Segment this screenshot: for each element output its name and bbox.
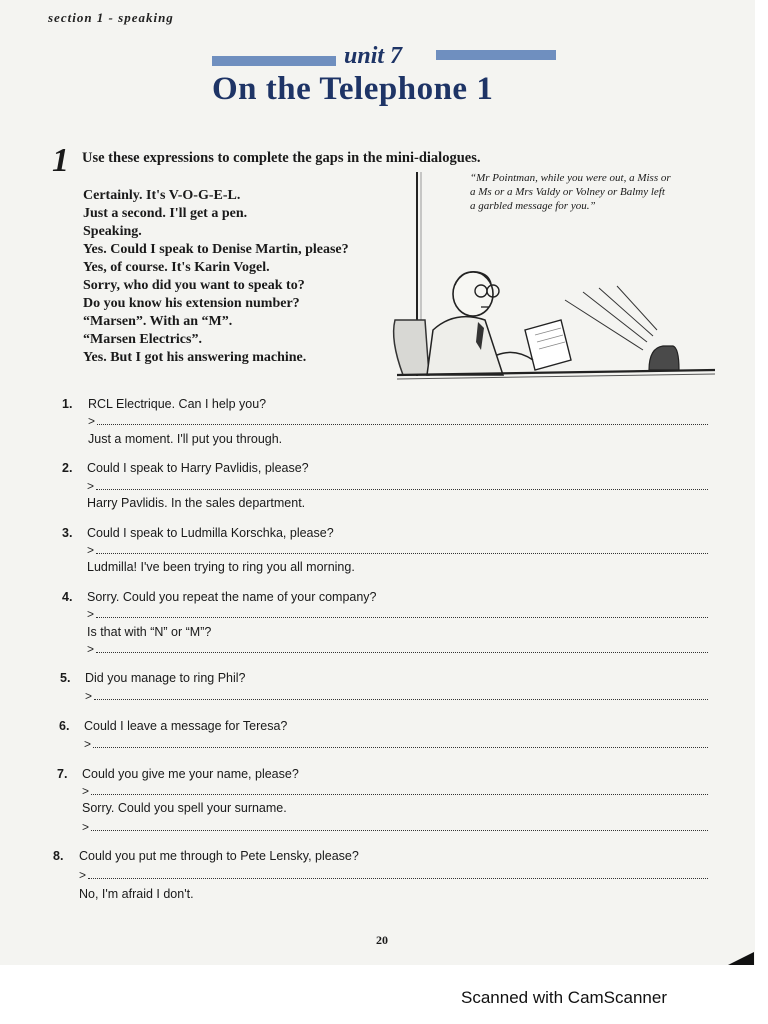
answer-line[interactable]: [82, 784, 708, 798]
dialogue-reply: Is that with “N” or “M”?: [87, 625, 212, 639]
dialogue-number: 5.: [60, 671, 71, 685]
cartoon-caption: [470, 171, 720, 213]
answer-marker: >: [88, 414, 96, 428]
expression-item: Speaking.: [83, 224, 142, 239]
answer-marker: >: [85, 689, 93, 703]
answer-marker: >: [87, 642, 95, 656]
dialogue-prompt: Could I speak to Harry Pavlidis, please?: [87, 461, 309, 475]
expression-item: Yes, of course. It's Karin Vogel.: [83, 260, 270, 275]
expression-item: “Marsen Electrics”.: [83, 332, 202, 347]
answer-marker: >: [87, 543, 95, 557]
dialogue-reply: No, I'm afraid I don't.: [79, 887, 194, 901]
page-corner-mark: [728, 952, 754, 965]
dialogue-prompt: Did you manage to ring Phil?: [85, 671, 246, 685]
exercise-instruction: Use these expressions to complete the gaps in the mini-dialogues.: [82, 150, 481, 166]
unit-bar-right: [436, 50, 556, 60]
answer-marker: >: [82, 784, 90, 798]
caption-line: a Ms or a Mrs Valdy or Volney or Balmy left: [470, 186, 665, 198]
dialogue-prompt: RCL Electrique. Can I help you?: [88, 397, 267, 411]
section-label: section 1 - speaking: [48, 10, 174, 25]
caption-line: a garbled message for you.”: [470, 200, 596, 212]
dialogue-number: 4.: [62, 590, 73, 604]
dialogue-number: 7.: [57, 767, 68, 781]
expression-item: “Marsen”. With an “M”.: [83, 314, 233, 329]
answer-line[interactable]: [88, 414, 708, 428]
answer-line[interactable]: [85, 689, 708, 703]
dialogue-number: 8.: [53, 849, 64, 863]
expression-item: Yes. Could I speak to Denise Martin, please?: [83, 242, 349, 257]
expression-list: [83, 187, 349, 367]
answer-marker: >: [84, 737, 92, 751]
expression-item: Yes. But I got his answering machine.: [83, 350, 307, 365]
answer-line[interactable]: [87, 479, 708, 493]
answer-marker: >: [87, 607, 95, 621]
dialogue-number: 3.: [62, 526, 73, 540]
dialogue-number: 2.: [62, 461, 73, 475]
expression-item: Sorry, who did you want to speak to?: [83, 278, 305, 293]
dialogue-reply: Just a moment. I'll put you through.: [88, 432, 283, 446]
page-number: 20: [376, 933, 388, 947]
scanner-watermark: Scanned with CamScanner: [461, 988, 668, 1007]
answer-marker: >: [87, 479, 95, 493]
expression-item: Do you know his extension number?: [83, 296, 300, 311]
answer-line[interactable]: [79, 868, 708, 882]
unit-label: unit 7: [344, 43, 403, 69]
answer-line[interactable]: [82, 820, 708, 834]
caption-line: “Mr Pointman, while you were out, a Miss or: [470, 172, 671, 184]
expression-item: Certainly. It's V-O-G-E-L.: [83, 188, 241, 203]
dialogue-reply: Ludmilla! I've been trying to ring you all morning.: [87, 560, 355, 574]
answer-line[interactable]: [84, 737, 708, 751]
answer-marker: >: [79, 868, 87, 882]
page-title: On the Telephone 1: [212, 71, 494, 107]
dialogue-reply: Harry Pavlidis. In the sales department.: [87, 496, 306, 510]
dialogue-prompt: Could I speak to Ludmilla Korschka, please?: [87, 526, 334, 540]
answer-line[interactable]: [87, 607, 708, 621]
dialogue-prompt: Could you put me through to Pete Lensky, please?: [79, 849, 359, 863]
unit-bar-left: [212, 56, 336, 66]
dialogue-number: 1.: [62, 397, 73, 411]
dialogue-prompt: Could you give me your name, please?: [82, 767, 299, 781]
dialogue-prompt: Could I leave a message for Teresa?: [84, 719, 288, 733]
answer-marker: >: [82, 820, 90, 834]
answer-line[interactable]: [87, 642, 708, 656]
dialogue-number: 6.: [59, 719, 70, 733]
exercise-number: 1: [52, 142, 69, 179]
dialogue-prompt: Sorry. Could you repeat the name of your company?: [87, 590, 377, 604]
expression-item: Just a second. I'll get a pen.: [83, 206, 248, 221]
dialogue-reply: Sorry. Could you spell your surname.: [82, 801, 287, 815]
answer-line[interactable]: [87, 543, 708, 557]
